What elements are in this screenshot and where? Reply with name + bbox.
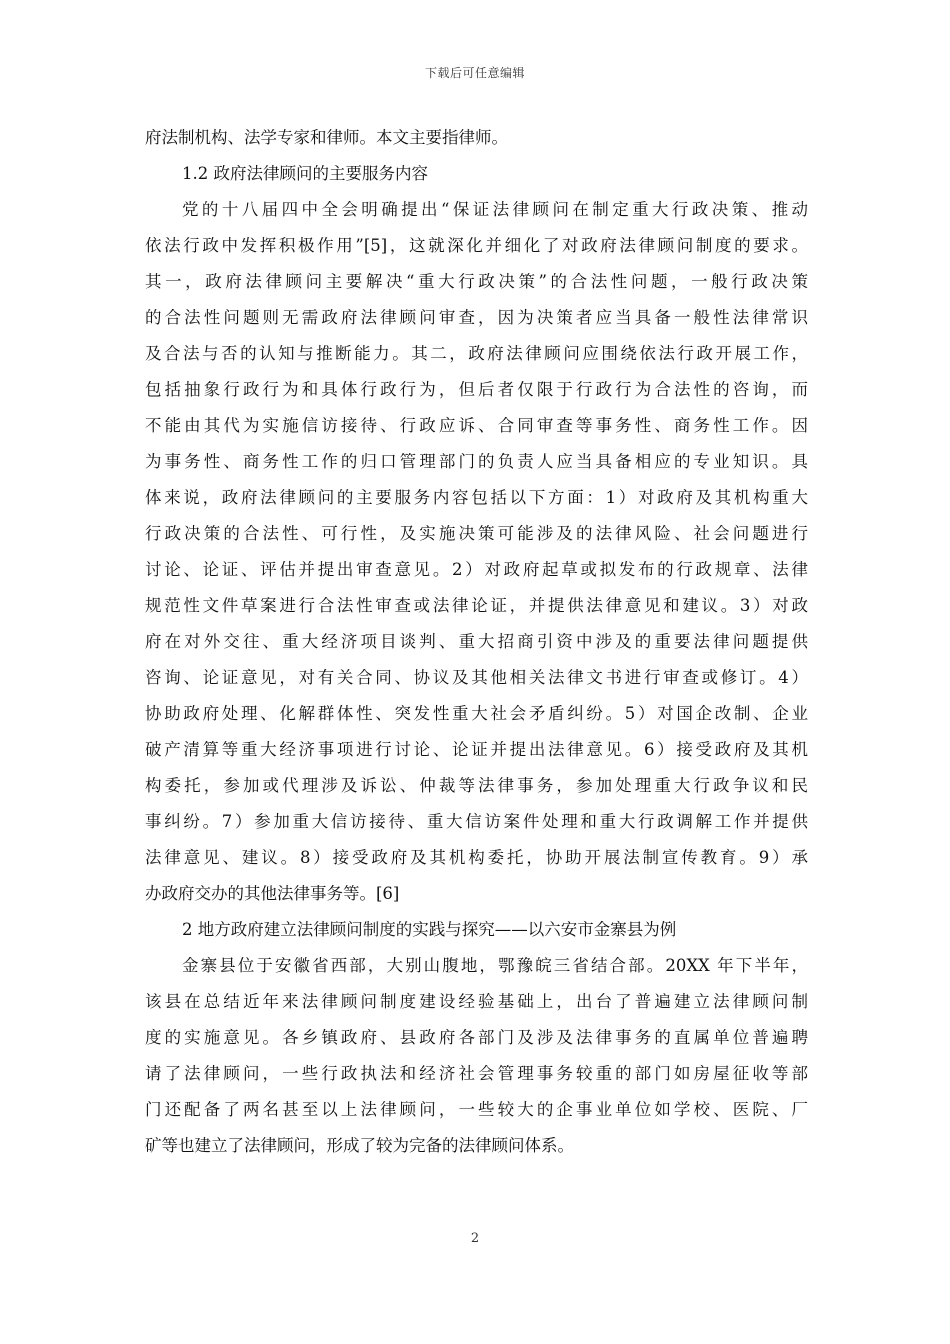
text-line: 讨论、论证、评估并提出审查意见。2）对政府起草或拟发布的行政规章、法律	[145, 560, 808, 579]
page-header: 下载后可任意编辑	[424, 66, 525, 80]
text-line: 度的实施意见。各乡镇政府、县政府各部门及涉及法律事务的直属单位普遍聘	[145, 1028, 808, 1047]
text-line: 构委托，参加或代理涉及诉讼、仲裁等法律事务，参加处理重大行政争议和民	[145, 776, 808, 795]
paragraph	[145, 912, 808, 948]
text-line: 体来说，政府法律顾问的主要服务内容包括以下方面：1）对政府及其机构重大	[145, 488, 808, 507]
text-line: 的合法性问题则无需政府法律顾问审查，因为决策者应当具备一般性法律常识	[145, 308, 808, 327]
paragraph	[145, 156, 808, 192]
text-line: 金寨县位于安徽省西部，大别山腹地，鄂豫皖三省结合部。20XX 年下半年，	[182, 956, 808, 975]
text-line: 破产清算等重大经济事项进行讨论、论证并提出法律意见。6）接受政府及其机	[145, 740, 808, 759]
page-number: 2	[470, 1231, 480, 1246]
text-line: 咨询、论证意见，对有关合同、协议及其他相关法律文书进行审查或修订。4）	[145, 668, 808, 687]
text-line: 府法制机构、法学专家和律师。本文主要指律师。	[145, 128, 508, 147]
text-line: 不能由其代为实施信访接待、行政应诉、合同审查等事务性、商务性工作。因	[145, 416, 808, 435]
text-line: 行政决策的合法性、可行性，及实施决策可能涉及的法律风险、社会问题进行	[145, 524, 808, 543]
text-line: 为事务性、商务性工作的归口管理部门的负责人应当具备相应的专业知识。具	[145, 452, 808, 471]
text-line: 该县在总结近年来法律顾问制度建设经验基础上，出台了普遍建立法律顾问制	[145, 992, 808, 1011]
text-line: 规范性文件草案进行合法性审查或法律论证，并提供法律意见和建议。3）对政	[145, 596, 808, 615]
paragraph	[145, 192, 808, 912]
text-line: 依法行政中发挥积极作用”[5]，这就深化并细化了对政府法律顾问制度的要求。	[145, 236, 808, 255]
document-body	[145, 120, 808, 1164]
text-line: 及合法与否的认知与推断能力。其二，政府法律顾问应围绕依法行政开展工作，	[145, 344, 808, 363]
text-line: 法律意见、建议。8）接受政府及其机构委托，协助开展法制宣传教育。9）承	[145, 848, 808, 867]
text-line: 其一，政府法律顾问主要解决“重大行政决策”的合法性问题，一般行政决策	[145, 272, 808, 291]
text-line: 2 地方政府建立法律顾问制度的实践与探究——以六安市金寨县为例	[182, 920, 677, 939]
text-line: 矿等也建立了法律顾问，形成了较为完备的法律顾问体系。	[145, 1136, 574, 1155]
text-line: 门还配备了两名甚至以上法律顾问，一些较大的企事业单位如学校、医院、厂	[145, 1100, 808, 1119]
text-line: 事纠纷。7）参加重大信访接待、重大信访案件处理和重大行政调解工作并提供	[145, 812, 808, 831]
text-line: 党的十八届四中全会明确提出“保证法律顾问在制定重大行政决策、推动	[182, 200, 808, 219]
text-line: 协助政府处理、化解群体性、突发性重大社会矛盾纠纷。5）对国企改制、企业	[145, 704, 808, 723]
paragraph	[145, 948, 808, 1164]
text-line: 府在对外交往、重大经济项目谈判、重大招商引资中涉及的重要法律问题提供	[145, 632, 808, 651]
text-line: 办政府交办的其他法律事务等。[6]	[145, 884, 400, 903]
text-line: 1.2 政府法律顾问的主要服务内容	[182, 164, 428, 183]
paragraph	[145, 120, 808, 156]
text-line: 请了法律顾问，一些行政执法和经济社会管理事务较重的部门如房屋征收等部	[145, 1064, 808, 1083]
text-line: 包括抽象行政行为和具体行政行为，但后者仅限于行政行为合法性的咨询，而	[145, 380, 808, 399]
